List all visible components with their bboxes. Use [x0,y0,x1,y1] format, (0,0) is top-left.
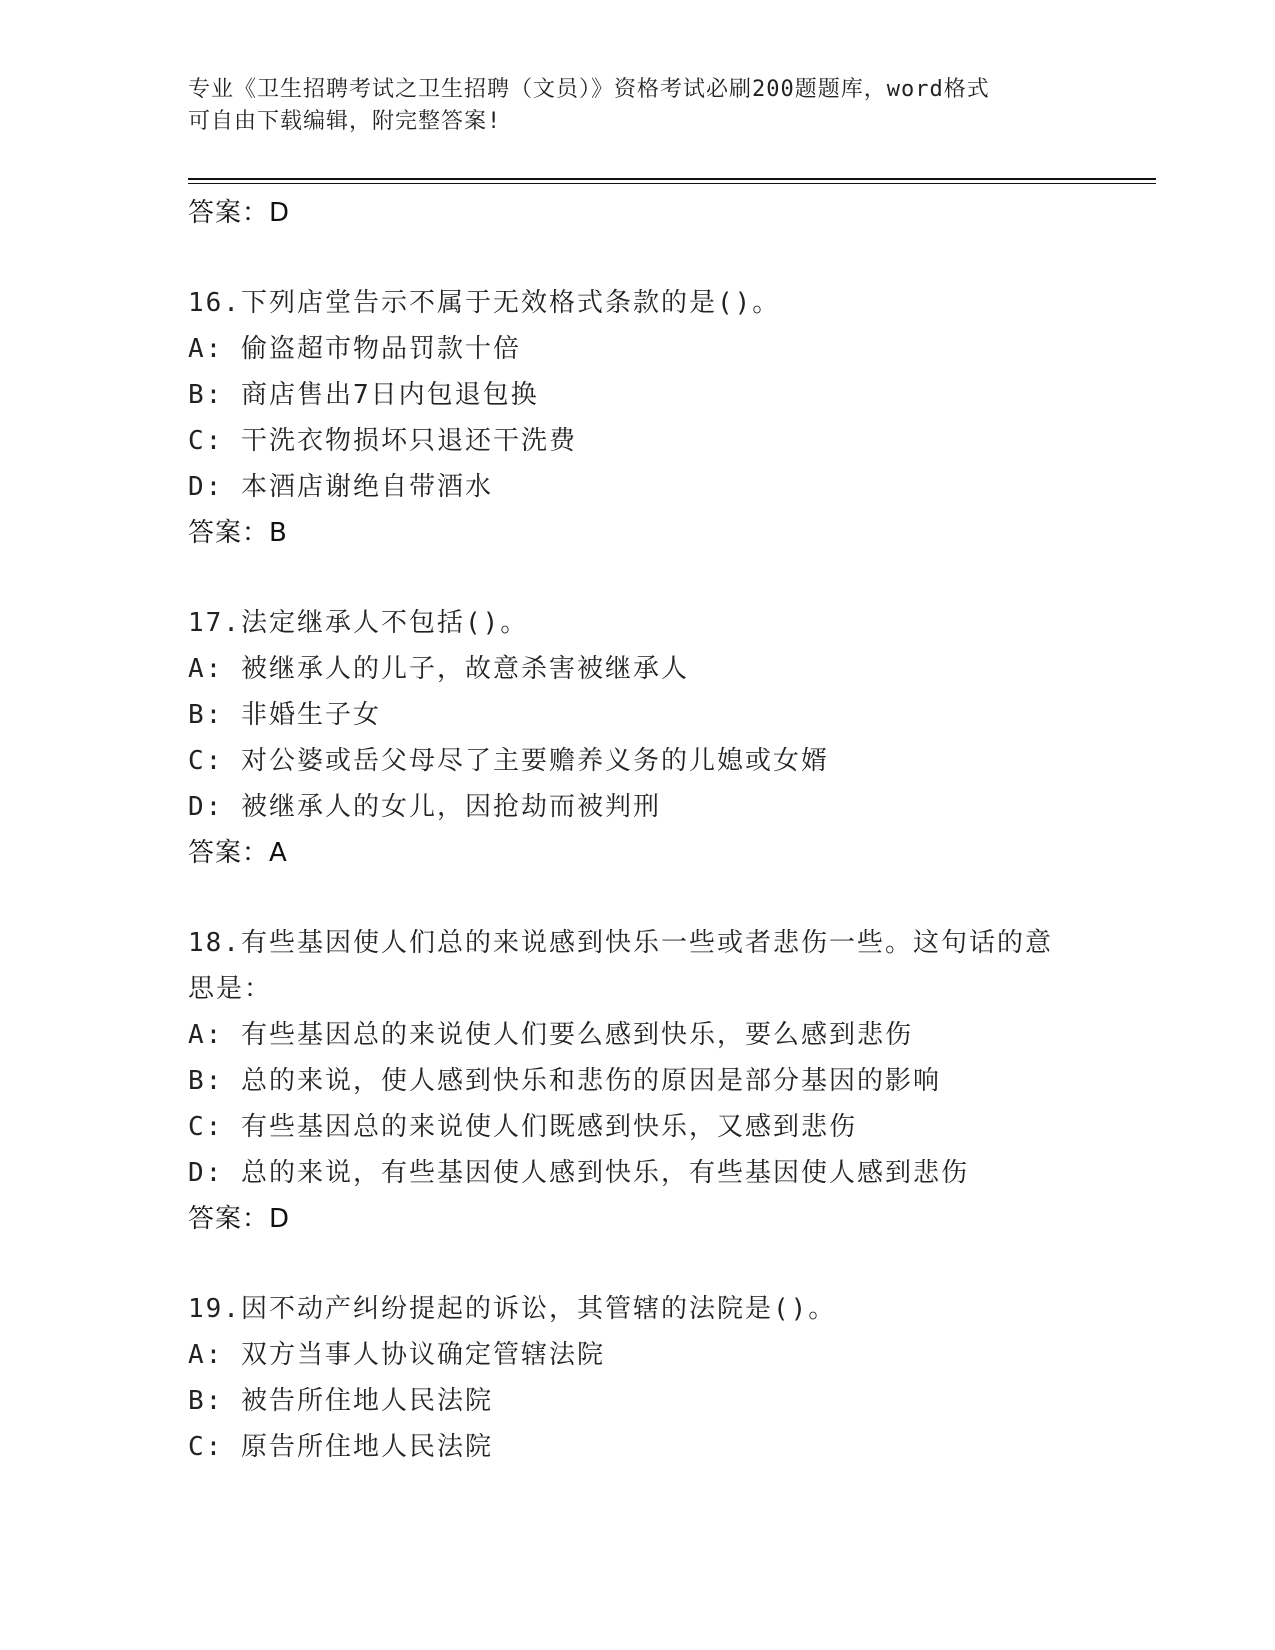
option-d: D: 被继承人的女儿，因抢劫而被判刑 [188,792,661,822]
question-stem: 16.下列店堂告示不属于无效格式条款的是()。 [188,288,781,318]
question-stem: 18.有些基因使人们总的来说感到快乐一些或者悲伤一些。这句话的意 [188,928,1053,958]
option-c: C: 有些基因总的来说使人们既感到快乐，又感到悲伤 [188,1112,857,1142]
option-b: B: 非婚生子女 [188,700,381,730]
answer-line: 答案：D [188,1204,291,1234]
option-a: A: 偷盗超市物品罚款十倍 [188,334,521,364]
answer-line: 答案：B [188,518,288,548]
question-block [188,280,1088,556]
option-b: B: 总的来说，使人感到快乐和悲伤的原因是部分基因的影响 [188,1066,941,1096]
document-header [188,74,1088,138]
option-c: C: 对公婆或岳父母尽了主要赡养义务的儿媳或女婿 [188,746,829,776]
header-line-2: 可自由下载编辑，附完整答案! [188,109,502,134]
option-d: D: 总的来说，有些基因使人感到快乐，有些基因使人感到悲伤 [188,1158,969,1188]
question-stem: 19.因不动产纠纷提起的诉讼，其管辖的法院是()。 [188,1294,837,1324]
question-block [188,920,1088,1242]
header-line-1: 专业《卫生招聘考试之卫生招聘（文员）》资格考试必刷200题题库，word格式 [188,77,990,102]
option-b: B: 商店售出7日内包退包换 [188,380,539,410]
question-block [188,1286,1088,1470]
header-rule-thin [188,183,1156,184]
option-b: B: 被告所住地人民法院 [188,1386,493,1416]
option-c: C: 原告所住地人民法院 [188,1432,493,1462]
question-block [188,600,1088,876]
question-list [188,190,1088,1470]
previous-answer: 答案：D [188,198,291,228]
answer-line: 答案：A [188,838,288,868]
option-a: A: 有些基因总的来说使人们要么感到快乐，要么感到悲伤 [188,1020,913,1050]
option-a: A: 双方当事人协议确定管辖法院 [188,1340,605,1370]
option-c: C: 干洗衣物损坏只退还干洗费 [188,426,577,456]
question-stem: 17.法定继承人不包括()。 [188,608,529,638]
option-a: A: 被继承人的儿子，故意杀害被继承人 [188,654,689,684]
header-rule-thick [188,178,1156,180]
question-stem-continued: 思是： [188,974,273,1004]
option-d: D: 本酒店谢绝自带酒水 [188,472,493,502]
